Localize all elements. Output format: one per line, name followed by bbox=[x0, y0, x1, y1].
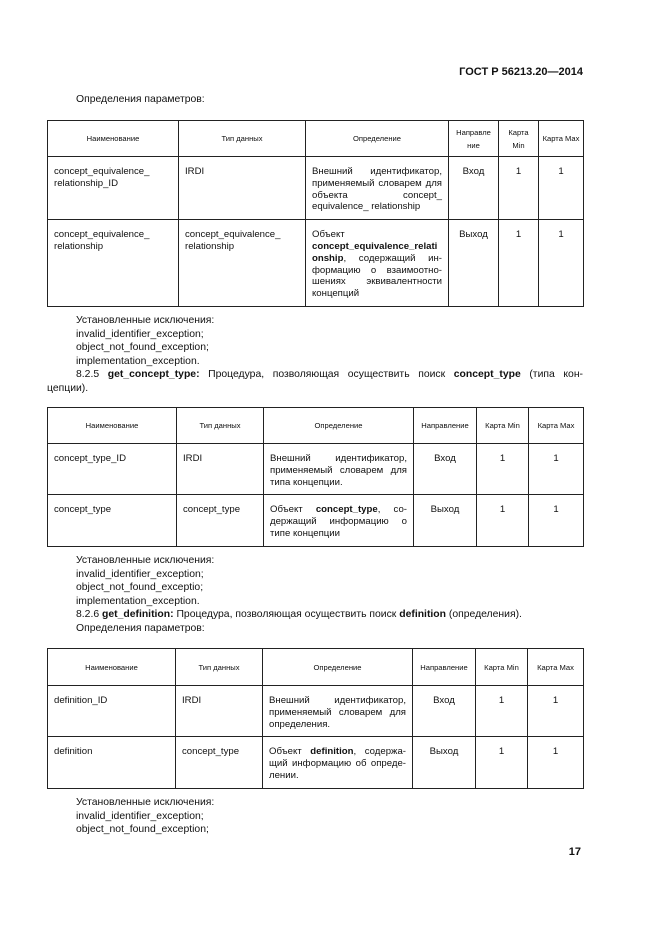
cell-name: concept_equivalence_ relationship bbox=[48, 220, 179, 307]
params-table-3 bbox=[47, 648, 584, 789]
exception-item: implementation_exception. bbox=[76, 595, 200, 607]
cell-card-min: 1 bbox=[476, 737, 528, 788]
col-header-direction: Направление bbox=[414, 408, 477, 444]
cell-direction: Выход bbox=[449, 220, 499, 307]
exception-item: invalid_identifier_exception; bbox=[76, 328, 204, 340]
cell-type: IRDI bbox=[179, 157, 306, 220]
table-row bbox=[48, 495, 584, 546]
table-row bbox=[48, 686, 584, 737]
cell-card-min: 1 bbox=[499, 157, 539, 220]
col-header-direction: Направле ние bbox=[449, 121, 499, 157]
exception-item: object_not_found_exceptio; bbox=[76, 582, 204, 594]
table-header-row bbox=[48, 408, 584, 444]
table-row bbox=[48, 737, 584, 788]
cell-direction: Выход bbox=[413, 737, 476, 788]
section-8-2-6-line: 8.2.6 get_definition: Процедура, позволяющая осуществить поиск definition (определения). bbox=[76, 609, 522, 620]
col-header-definition: Определение bbox=[264, 408, 414, 444]
exceptions-block-2 bbox=[76, 554, 214, 608]
cell-card-max: 1 bbox=[529, 495, 584, 546]
cell-card-max: 1 bbox=[528, 737, 584, 788]
col-header-name: Наименование bbox=[48, 121, 179, 157]
col-header-direction: Направление bbox=[413, 649, 476, 686]
cell-name: definition bbox=[48, 737, 176, 788]
col-header-card-max: Карта Max bbox=[529, 408, 584, 444]
col-header-card-max: Карта Max bbox=[528, 649, 584, 686]
cell-direction: Вход bbox=[413, 686, 476, 737]
section-8-2-6-params: Определения параметров: bbox=[76, 622, 205, 634]
cell-definition: Объект concept_equivalence_relati onship, содержащий ин- формацию о взаимоотно- шениях эквивалентности концепций bbox=[306, 220, 449, 307]
col-header-card-min: Карта Min bbox=[477, 408, 529, 444]
exceptions-block-3 bbox=[76, 796, 214, 837]
cell-direction: Вход bbox=[414, 444, 477, 495]
cell-definition: Внешний идентификатор, применяемый словарем для типа концепции. bbox=[264, 444, 414, 495]
col-header-name: Наименование bbox=[48, 408, 177, 444]
col-header-type: Тип данных bbox=[179, 121, 306, 157]
section-8-2-5-line: 8.2.5 get_concept_type: Процедура, позволяющая осуществить поиск concept_type (типа кон- bbox=[76, 369, 584, 380]
cell-direction: Выход bbox=[414, 495, 477, 546]
cell-name: concept_type bbox=[48, 495, 177, 546]
cell-card-min: 1 bbox=[476, 686, 528, 737]
section-8-2-5 bbox=[47, 368, 583, 395]
table-row bbox=[48, 444, 584, 495]
cell-name: concept_equivalence_ relationship_ID bbox=[48, 157, 179, 220]
col-header-card-max: Карта Max bbox=[539, 121, 584, 157]
parameters-intro: Определения параметров: bbox=[76, 94, 205, 105]
exception-item: implementation_exception. bbox=[76, 355, 200, 367]
cell-type: concept_type bbox=[177, 495, 264, 546]
params-table-1 bbox=[47, 120, 584, 307]
cell-card-max: 1 bbox=[539, 157, 584, 220]
cell-definition: Внешний идентификатор, применяемый словарем для определения. bbox=[263, 686, 413, 737]
table-header-row bbox=[48, 121, 584, 157]
cell-type: IRDI bbox=[177, 444, 264, 495]
cell-direction: Вход bbox=[449, 157, 499, 220]
cell-type: concept_type bbox=[176, 737, 263, 788]
table-header-row bbox=[48, 649, 584, 686]
section-8-2-5-cont: цепции). bbox=[47, 382, 89, 394]
col-header-name: Наименование bbox=[48, 649, 176, 686]
page-number: 17 bbox=[568, 846, 581, 858]
col-header-card-min: Карта Min bbox=[499, 121, 539, 157]
col-header-definition: Определение bbox=[263, 649, 413, 686]
col-header-card-min: Карта Min bbox=[476, 649, 528, 686]
cell-card-max: 1 bbox=[539, 220, 584, 307]
exception-item: invalid_identifier_exception; bbox=[76, 810, 204, 822]
cell-type: IRDI bbox=[176, 686, 263, 737]
document-header: ГОСТ Р 56213.20—2014 bbox=[459, 66, 583, 78]
col-header-type: Тип данных bbox=[177, 408, 264, 444]
cell-card-min: 1 bbox=[499, 220, 539, 307]
exceptions-title: Установленные исключения: bbox=[76, 797, 215, 808]
cell-card-max: 1 bbox=[529, 444, 584, 495]
cell-card-max: 1 bbox=[528, 686, 584, 737]
cell-type: concept_equivalence_ relationship bbox=[179, 220, 306, 307]
cell-definition: Внешний идентификатор, применяемый словарем для объекта concept_ equivalence_ relationship bbox=[306, 157, 449, 220]
cell-name: definition_ID bbox=[48, 686, 176, 737]
exceptions-block-1 bbox=[76, 314, 214, 368]
col-header-type: Тип данных bbox=[176, 649, 263, 686]
cell-name: concept_type_ID bbox=[48, 444, 177, 495]
params-table-2 bbox=[47, 407, 584, 547]
section-8-2-6 bbox=[76, 608, 522, 635]
table-row bbox=[48, 220, 584, 307]
exceptions-title: Установленные исключения: bbox=[76, 555, 215, 566]
table-row bbox=[48, 157, 584, 220]
cell-card-min: 1 bbox=[477, 444, 529, 495]
col-header-definition: Определение bbox=[306, 121, 449, 157]
exception-item: object_not_found_exception; bbox=[76, 342, 209, 354]
exception-item: object_not_found_exception; bbox=[76, 824, 209, 836]
exception-item: invalid_identifier_exception; bbox=[76, 568, 204, 580]
exceptions-title: Установленные исключения: bbox=[76, 315, 215, 326]
cell-definition: Объект definition, содержа- щий информацию об опреде- лении. bbox=[263, 737, 413, 788]
cell-definition: Объект concept_type, со- держащий информацию о типе концепции bbox=[264, 495, 414, 546]
cell-card-min: 1 bbox=[477, 495, 529, 546]
